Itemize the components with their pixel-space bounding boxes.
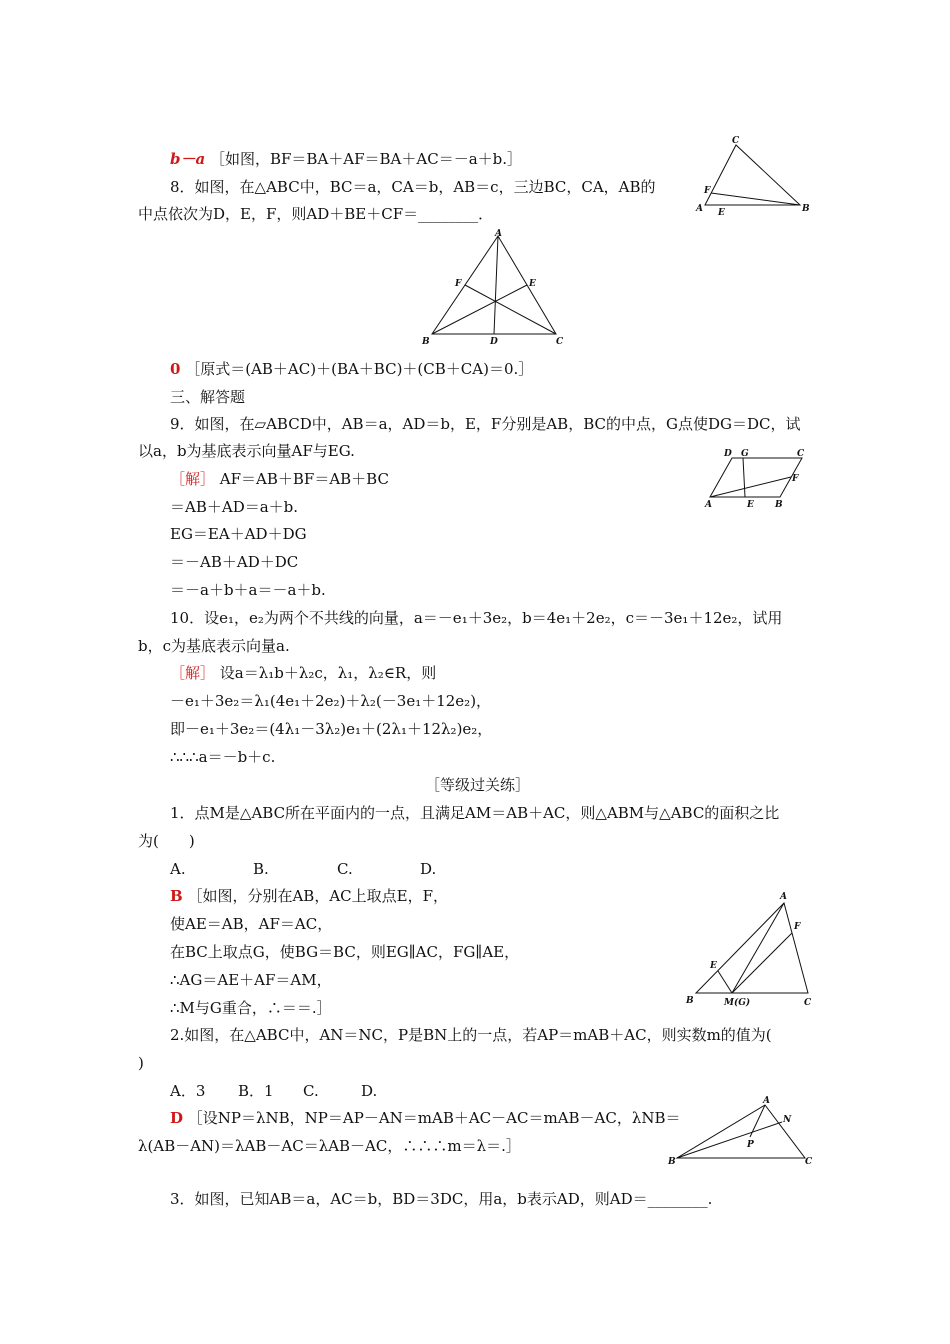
section-heading: 三、解答题: [170, 388, 246, 406]
label-c: C: [805, 1157, 813, 1167]
answer-mark: b－a: [170, 150, 206, 168]
answer-text: ［设NP＝λNB，NP＝AP－AN＝mAB＋AC－AC＝mAB－AC，λNB＝: [187, 1109, 681, 1127]
answer-mark: 0: [170, 360, 181, 378]
exercise-1-option-b: B.: [253, 860, 269, 878]
exercise-3-line1: 3．如图，已知AB＝a，AC＝b，BD＝3DC，用a，b表示AD，则AD＝________.: [170, 1190, 713, 1208]
label-c: C: [732, 136, 740, 146]
label-a: A: [696, 204, 703, 214]
exercise-1-answer-line1: [170, 886, 448, 906]
label-e: E: [747, 500, 754, 510]
exercise-1-answer-line5: ∴M与G重合，∴＝＝.］: [170, 999, 332, 1017]
solution-10-line1: [170, 663, 436, 683]
solution-9-line4: ＝－AB＋AD＋DC: [170, 553, 299, 571]
figure-triangle-np: [665, 1092, 825, 1172]
answer-mark: B: [170, 887, 183, 905]
exercise-1-option-d: D.: [420, 860, 437, 878]
solution-tag: ［解］: [170, 664, 216, 682]
solution-10-line3: 即－e₁＋3e₂＝(4λ₁－3λ₂)e₁＋(2λ₁＋12λ₂)e₂，: [170, 720, 493, 738]
exercise-2-option-c: C.: [303, 1082, 319, 1100]
label-a: A: [705, 500, 712, 510]
label-f: F: [794, 922, 801, 932]
solution-text: 设a＝λ₁b＋λ₂c，λ₁，λ₂∈R，则: [219, 664, 437, 682]
label-f: F: [455, 279, 462, 289]
label-a: A: [495, 229, 502, 239]
solution-9-line5: ＝－a＋b＋a＝－a＋b.: [170, 581, 326, 599]
solution-tag: ［解］: [170, 470, 216, 488]
exercise-2-option-a: A．3: [170, 1082, 206, 1100]
label-c: C: [556, 337, 564, 347]
label-c: C: [804, 998, 812, 1008]
solution-9-line1: [170, 469, 389, 489]
label-b: B: [668, 1157, 676, 1167]
exercise-2-option-d: D.: [361, 1082, 378, 1100]
exercise-1-line1: 1．点M是△ABC所在平面内的一点，且满足AM＝AB＋AC，则△ABM与△ABC的面积之比: [170, 804, 780, 822]
figure-parallelogram: [700, 446, 815, 510]
label-n: N: [783, 1115, 792, 1125]
answer-mark: D: [170, 1109, 184, 1127]
label-b: B: [686, 996, 694, 1006]
label-e: E: [529, 279, 536, 289]
label-g: G: [741, 449, 749, 459]
label-d: D: [724, 449, 732, 459]
label-a: A: [763, 1096, 770, 1106]
answer-line-7: [170, 149, 522, 169]
question-10-line1: 10．设e₁，e₂为两个不共线的向量，a＝－e₁＋3e₂，b＝4e₁＋2e₂，c＝－3e₁＋12e₂，试用: [170, 609, 783, 627]
solution-text: AF＝AB＋BF＝AB＋BC: [219, 470, 389, 488]
answer-text: ［如图，分别在AB，AC上取点E，F，: [187, 887, 448, 905]
question-9-line2: 以a，b为基底表示向量AF与EG.: [138, 442, 355, 460]
label-b: B: [775, 500, 783, 510]
solution-9-line3: EG＝EA＋AD＋DG: [170, 525, 307, 543]
question-9-line1: 9．如图，在▱ABCD中，AB＝a，AD＝b，E，F分别是AB，BC的中点，G点使DG＝DC，试: [170, 415, 801, 433]
exercise-2-answer-line1: [170, 1108, 681, 1128]
label-p: P: [747, 1140, 754, 1150]
answer-text: ［原式＝(AB＋AC)＋(BA＋BC)＋(CB＋CA)＝0.］: [185, 360, 534, 378]
exercise-1-answer-line4: ∴AG＝AE＋AF＝AM，: [170, 971, 332, 989]
label-f: F: [792, 474, 799, 484]
solution-10-line2: －e₁＋3e₂＝λ₁(4e₁＋2e₂)＋λ₂(－3e₁＋12e₂)，: [170, 692, 492, 710]
exercise-1-answer-line2: 使AE＝AB，AF＝AC，: [170, 915, 333, 933]
exercise-2-option-b: B．1: [238, 1082, 274, 1100]
exercise-1-line2: 为( ): [138, 832, 195, 850]
exercise-2-answer-line2: λ(AB－AN)＝λAB－AC＝λAB－AC，∴∴∴m＝λ＝.］: [138, 1137, 521, 1155]
subsection-heading: ［等级过关练］: [425, 776, 531, 794]
label-b: B: [422, 337, 430, 347]
label-m-g: M(G): [724, 998, 751, 1008]
exercise-1-answer-line3: 在BC上取点G，使BG＝BC，则EG∥AC，FG∥AE，: [170, 943, 520, 961]
question-8-line1: 8．如图，在△ABC中，BC＝a，CA＝b，AB＝c，三边BC，CA，AB的: [170, 178, 656, 196]
solution-9-line2: ＝AB＋AD＝a＋b.: [170, 498, 299, 516]
solution-10-line4: ∴∴∴a＝－b＋c.: [170, 748, 276, 766]
question-10-line2: b，c为基底表示向量a.: [138, 637, 290, 655]
label-b: B: [802, 204, 810, 214]
label-e: E: [718, 208, 725, 218]
exercise-1-option-a: A.: [170, 860, 186, 878]
exercise-1-option-c: C.: [337, 860, 353, 878]
figure-triangle-bf: [690, 133, 815, 223]
label-f: F: [704, 186, 711, 196]
label-a: A: [780, 892, 787, 902]
figure-triangle-medians: [420, 228, 570, 348]
question-8-line2: 中点依次为D，E，F，则AD＋BE＋CF＝________．: [138, 205, 494, 223]
label-d: D: [490, 337, 498, 347]
label-c: C: [797, 449, 805, 459]
exercise-2-line2: ): [138, 1054, 144, 1072]
answer-text: ［如图，BF＝BA＋AF＝BA＋AC＝－a＋b.］: [210, 150, 523, 168]
answer-line-8: [170, 359, 533, 379]
exercise-2-line1: 2.如图，在△ABC中，AN＝NC，P是BN上的一点，若AP＝mAB＋AC，则实数m的值为(: [170, 1026, 772, 1044]
figure-triangle-mg: [680, 885, 820, 1010]
label-e: E: [710, 961, 717, 971]
